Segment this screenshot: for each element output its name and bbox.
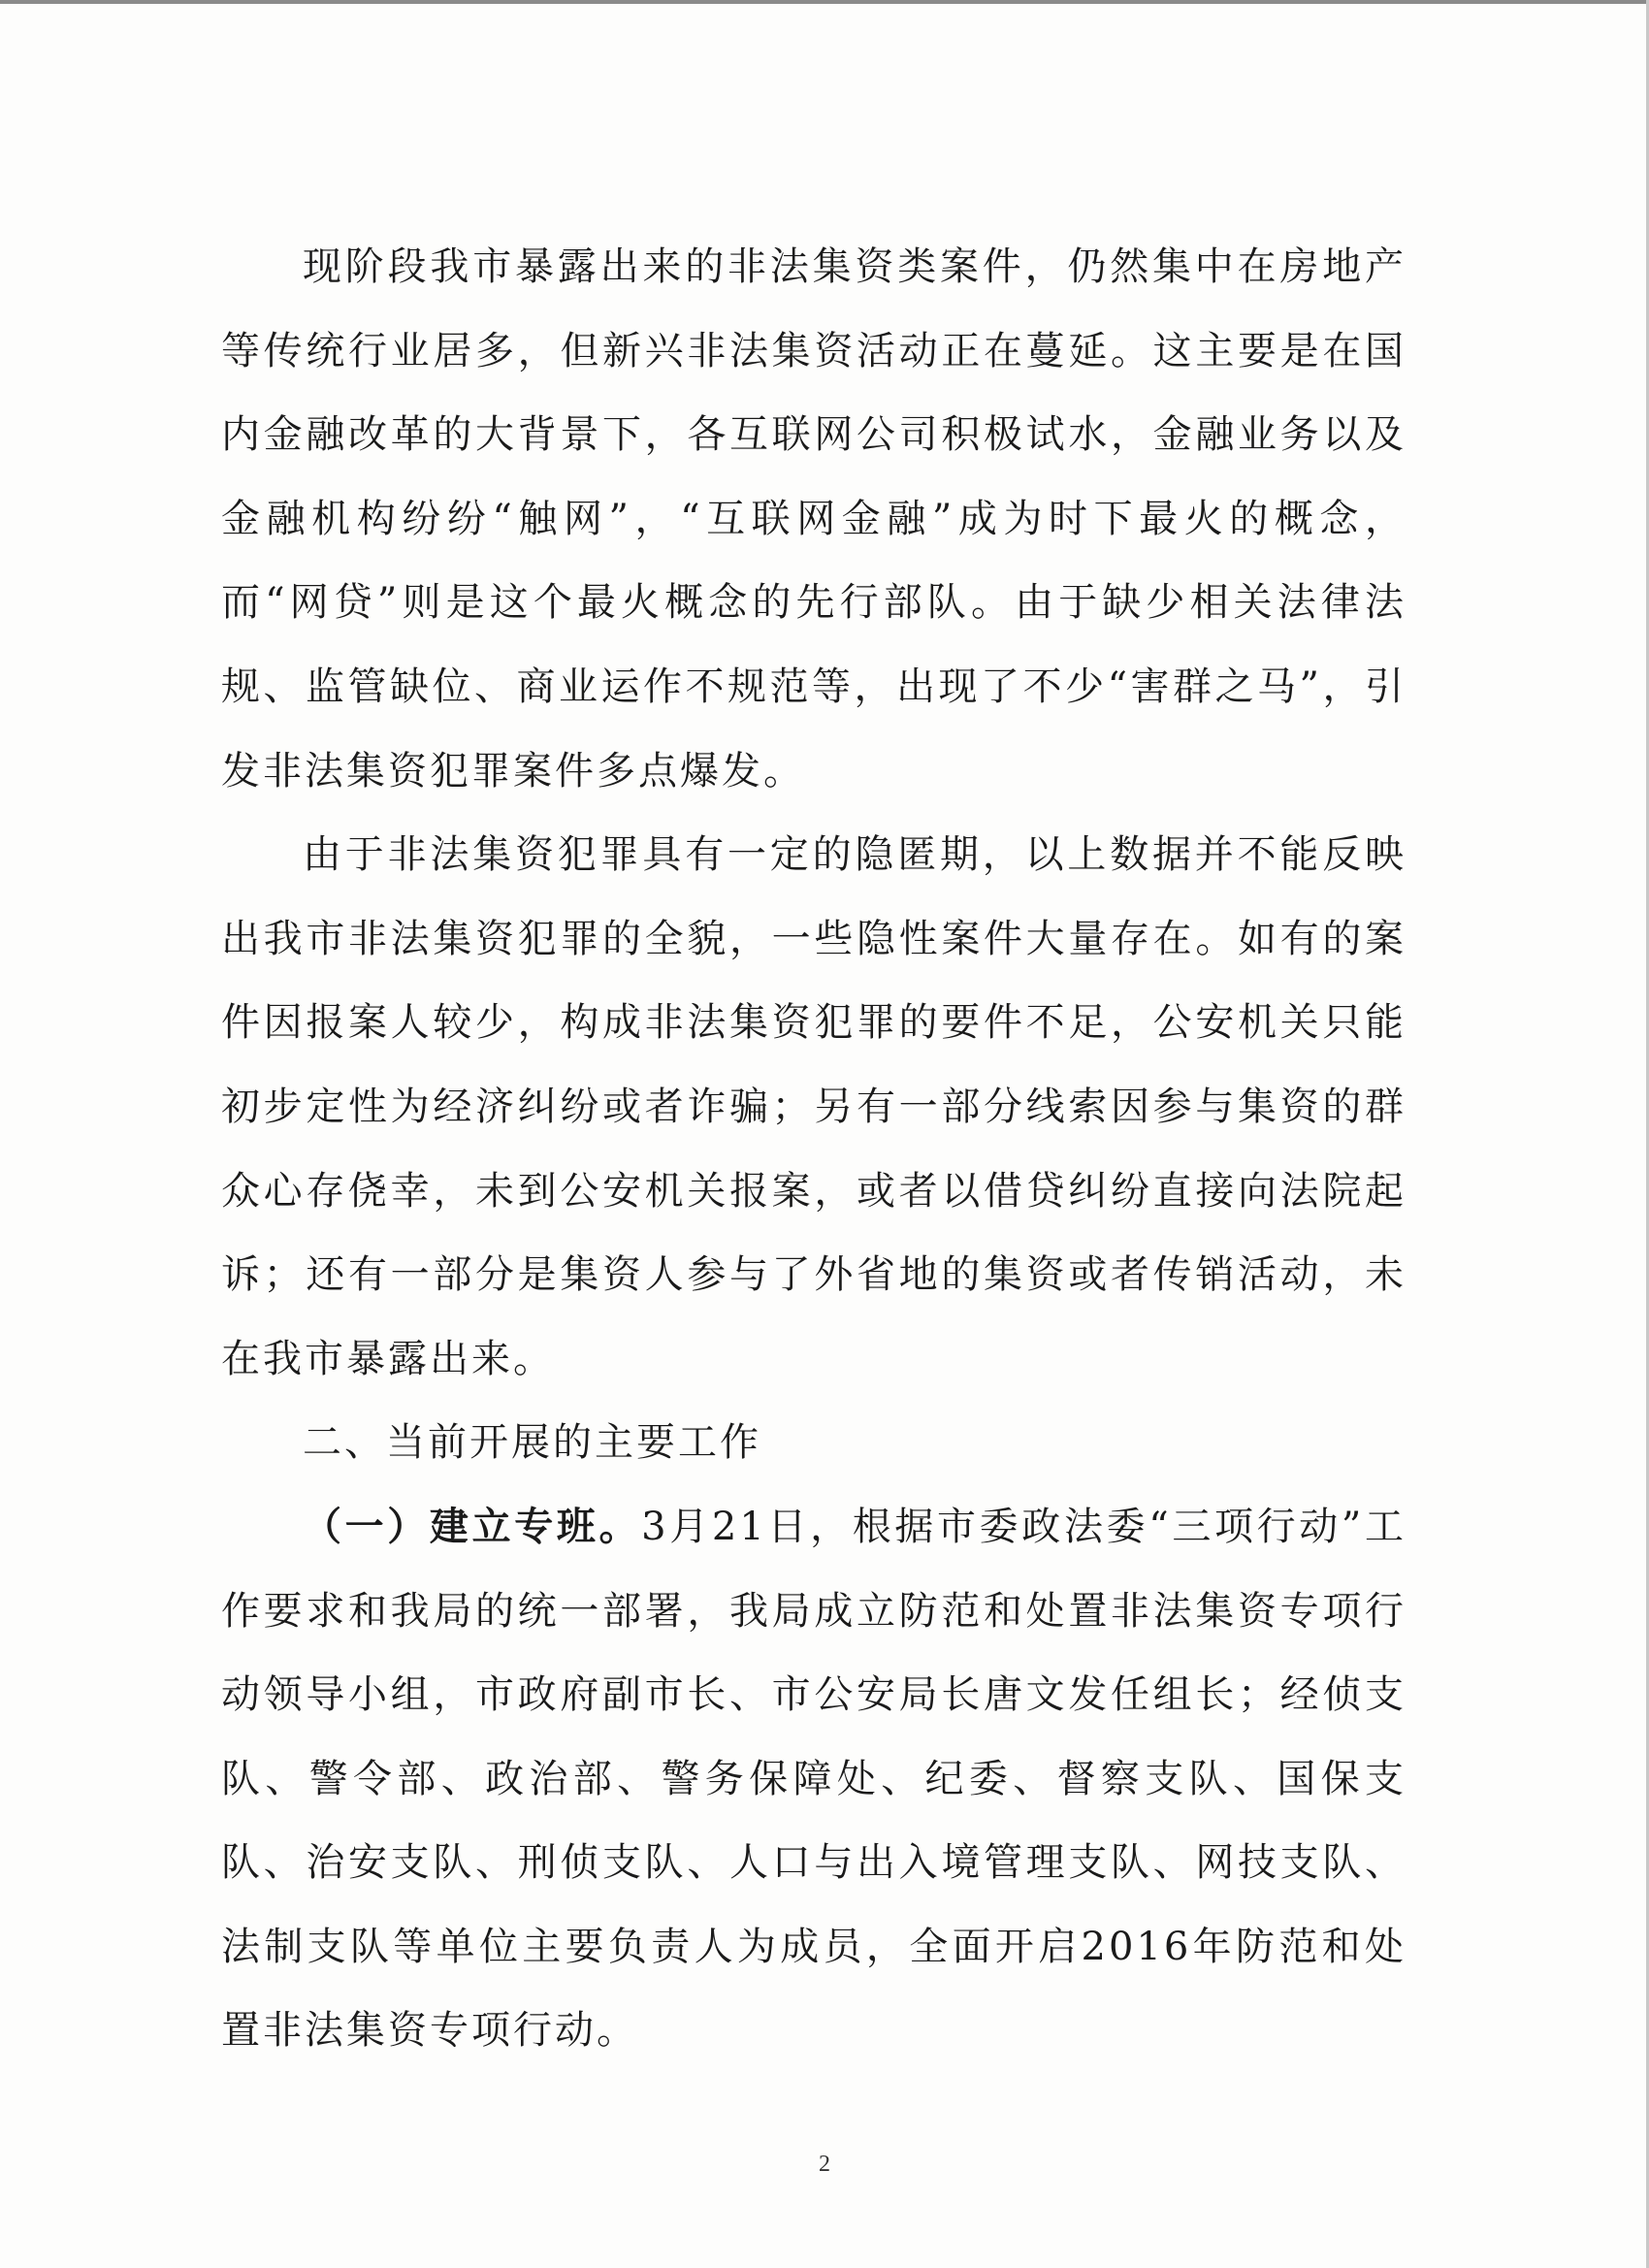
paragraph-lead-title: （一）建立专班。 xyxy=(303,1504,642,1549)
paragraph-body-text: 3月21日，根据市委政法委“三项行动”工作要求和我局的统一部署，我局成立防范和处置非法集资专项行动领导小组，市政府副市长、市公安局长唐文发任组长；经侦支队、警令部、政治部、警务保障处、纪委、督察支队、国保支队、治安支队、刑侦支队、人口与出入境管理支队、网技支队、法制支队等单位主要负责人为成员，全面开启2016年防范和处置非法集资专项行动。 xyxy=(221,1504,1406,2054)
document-body xyxy=(221,225,1406,2073)
paragraph-establish-task-force xyxy=(221,1485,1406,2073)
paragraph-illegal-fundraising-trends: 现阶段我市暴露出来的非法集资类案件，仍然集中在房地产等传统行业居多，但新兴非法集资活动正在蔓延。这主要是在国内金融改革的大背景下，各互联网公司积极试水，金融业务以及金融机构纷纷“触网”，“互联网金融”成为时下最火的概念，而“网贷”则是这个最火概念的先行部队。由于缺少相关法律法规、监管缺位、商业运作不规范等，出现了不少“害群之马”，引发非法集资犯罪案件多点爆发。 xyxy=(221,244,1406,794)
scan-top-edge xyxy=(0,0,1649,4)
section-heading-main-work: 二、当前开展的主要工作 xyxy=(303,1420,761,1466)
page-number: 2 xyxy=(819,2152,830,2177)
paragraph-hidden-cases: 由于非法集资犯罪具有一定的隐匿期，以上数据并不能反映出我市非法集资犯罪的全貌，一些隐性案件大量存在。如有的案件因报案人较少，构成非法集资犯罪的要件不足，公安机关只能初步定性为经济纠纷或者诈骗；另有一部分线索因参与集资的群众心存侥幸，未到公安机关报案，或者以借贷纠纷直接向法院起诉；还有一部分是集资人参与了外省地的集资或者传销活动，未在我市暴露出来。 xyxy=(221,832,1406,1381)
